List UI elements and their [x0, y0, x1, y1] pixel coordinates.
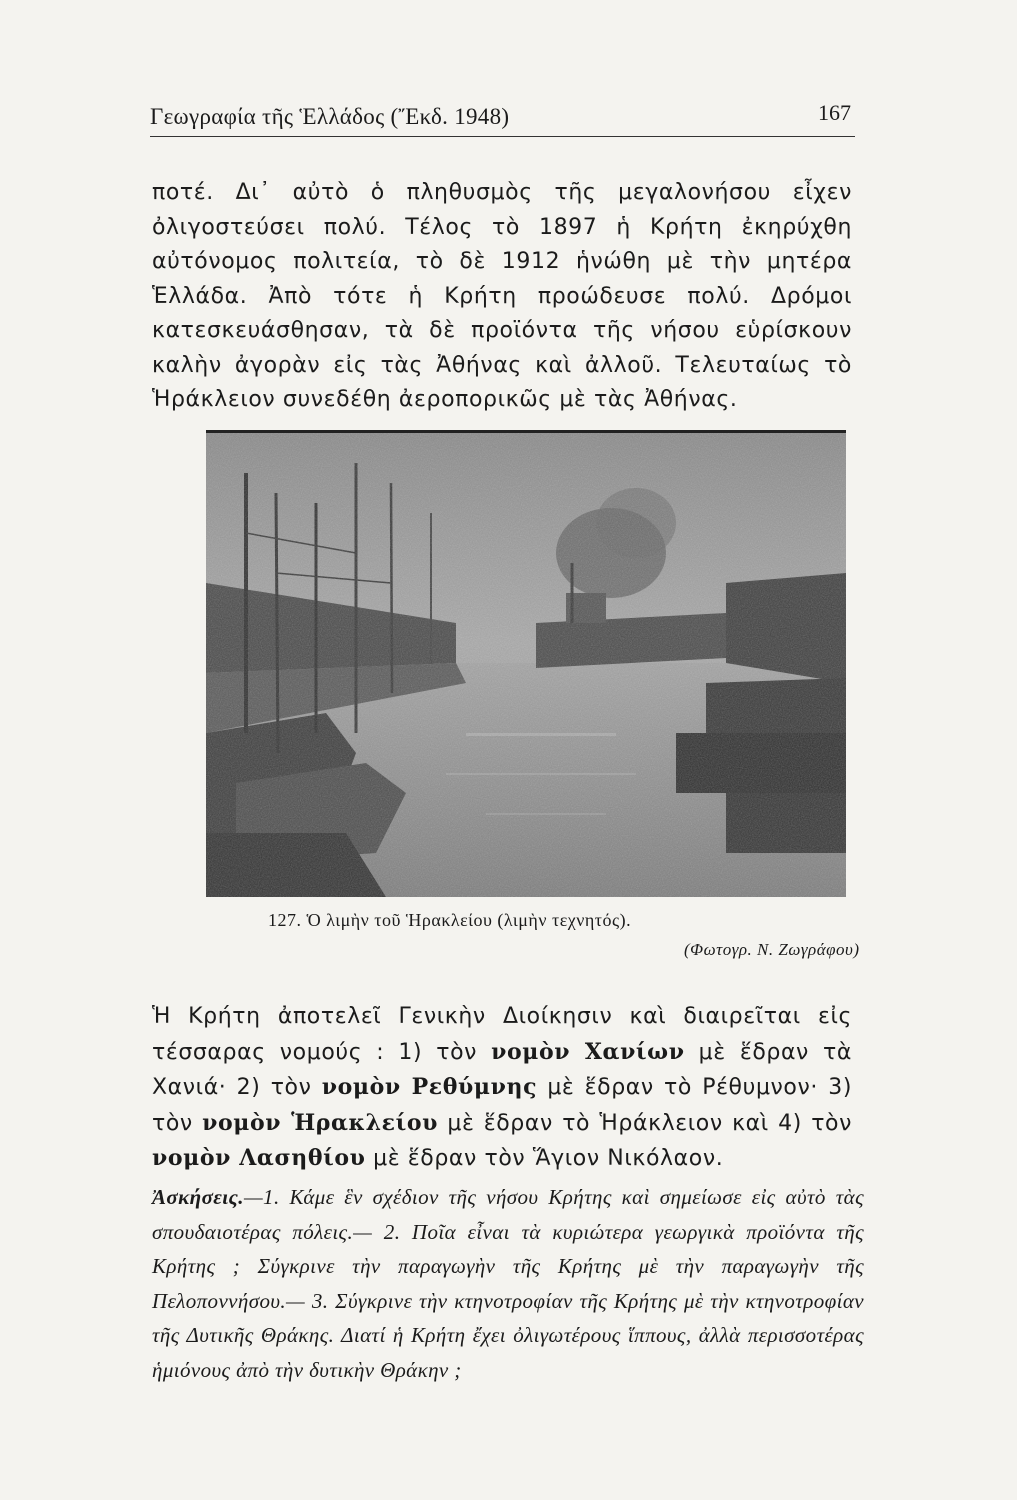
header-rule — [150, 136, 855, 137]
prefectures-text-5: μὲ ἕδραν τὸν Ἅγιον Νικόλαον. — [365, 1146, 724, 1171]
prefectures-text-2: μὲ ἕδραν τὰ Χανιά· 2) τὸν — [152, 1039, 852, 1100]
harbor-photo — [206, 430, 846, 897]
page-number: 167 — [818, 100, 851, 125]
photo-credit: (Φωτογρ. Ν. Ζωγράφου) — [684, 940, 860, 959]
running-header — [150, 100, 855, 140]
paragraph-history: ποτέ. Δι᾿ αὐτὸ ὁ πληθυσμὸς τῆς μεγαλονήσου εἶχεν ὀλιγοστεύσει πολύ. Τέλος τὸ 1897 ἡ Κρήτη ἐκηρύχθη αὐτόνομος πολιτεία, τὸ δὲ 1912 ἡνώθη μὲ τὴν μητέρα Ἑλλάδα. Ἀπὸ τότε ἡ Κρήτη προώδευσε πολύ. Δρόμοι κατεσκευάσθησαν, τὰ δὲ προϊόντα τῆς νήσου εὑρίσκουν καλὴν ἀγορὰν εἰς τὰς Ἀθήνας καὶ ἀλλοῦ. Τελευταίως τὸ Ἡράκλειον συνεδέθη ἀεροπορικῶς μὲ τὰς Ἀθήνας. — [152, 180, 852, 412]
prefectures-text-1: Ἡ Κρήτη ἀποτελεῖ Γενικὴν Διοίκησιν καὶ διαιρεῖται εἰς τέσσαρας νομούς : 1) τὸν — [152, 1004, 852, 1065]
prefecture-rethymno: νομὸν Ρεθύμνης — [321, 1074, 538, 1100]
running-title: Γεωγραφία τῆς Ἑλλάδος (Ἔκδ. 1948) — [150, 104, 510, 129]
paragraph-prefectures — [152, 1000, 852, 1177]
prefecture-chania: νομὸν Χανίων — [491, 1038, 685, 1065]
exercises-text: —1. Κάμε ἓν σχέδιον τῆς νήσου Κρήτης καὶ σημείωσε εἰς αὐτὸ τὰς σπουδαιοτέρας πόλεις.— 2. Ποῖα εἶναι τὰ κυριώτερα γεωργικὰ προϊόντα τῆς Κρήτης ; Σύγκρινε τὴν παραγωγὴν τῆς Κρήτης μὲ τὴν παραγωγὴν τῆς Πελοποννήσου.— 3. Σύγκρινε τὴν κτηνοτροφίαν τῆς Κρήτης μὲ τὴν κτηνοτροφίαν τῆς Δυτικῆς Θράκης. Διατί ἡ Κρήτη ἔχει ὀλιγωτέρους ἵππους, ἀλλὰ περισσοτέρας ἡμιόνους ἀπὸ τὴν δυτικὴν Θράκην ; — [152, 1185, 864, 1382]
prefectures-text-3: μὲ ἕδραν τὸ Ρέθυμνον· 3) τὸν — [152, 1075, 853, 1136]
prefecture-heraklion: νομὸν Ἡρακλείου — [202, 1109, 439, 1136]
exercises — [152, 1180, 864, 1387]
exercises-label: Ἀσκήσεις. — [152, 1185, 244, 1209]
figure-caption: 127. Ὁ λιμὴν τοῦ Ἡρακλείου (λιμὴν τεχνητός). — [268, 910, 632, 930]
prefecture-lasithi: νομὸν Λασηθίου — [152, 1145, 366, 1171]
harbor-photo-illustration — [206, 433, 846, 897]
prefectures-text-4: μὲ ἕδραν τὸ Ἡράκλειον καὶ 4) τὸν — [438, 1110, 853, 1136]
